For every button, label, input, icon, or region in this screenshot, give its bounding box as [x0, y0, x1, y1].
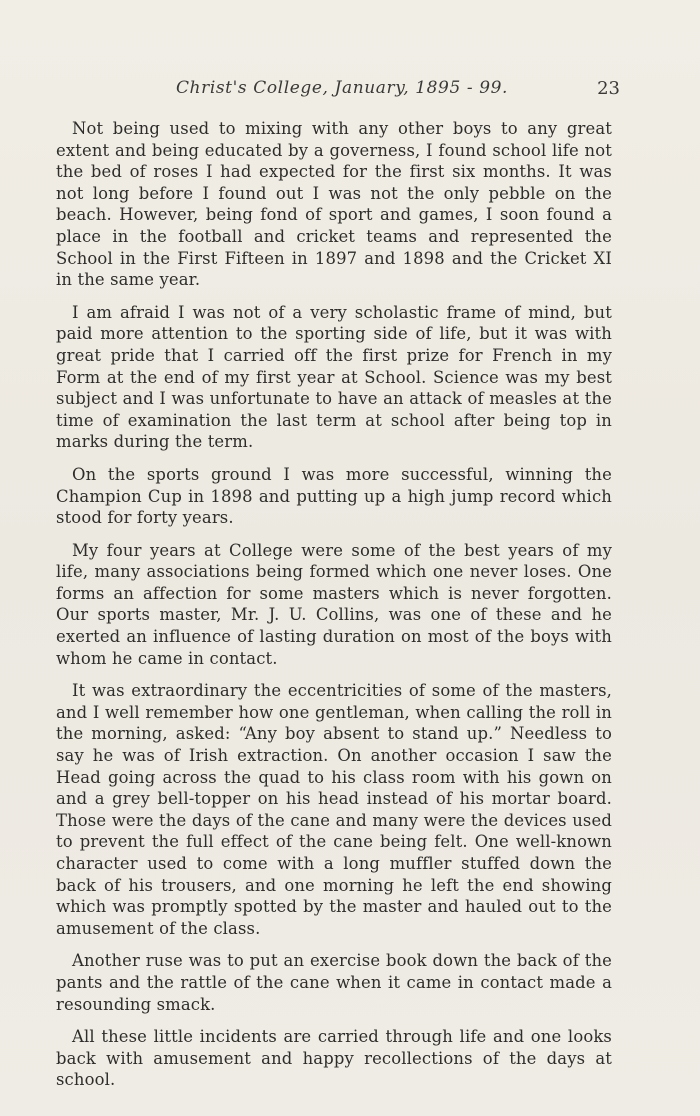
body-text	[56, 118, 612, 1102]
running-title: Christ's College, January, 1895 - 99.	[175, 78, 509, 98]
paragraph: My four years at College were some of the best years of my life, many associations being formed which one never loses. One forms an affection for some masters which is never forgotten. Our sports master, Mr. J. U. Collins, was one of these and he exerted an influence of lasting duration on most of the boys with whom he came in contact.	[56, 540, 612, 668]
page-header	[64, 78, 620, 104]
paragraph: On the sports ground I was more successful, winning the Champion Cup in 1898 and putting up a high jump record which stood for forty years.	[56, 464, 612, 528]
paragraph: I am afraid I was not of a very scholastic frame of mind, but paid more attention to the sporting side of life, but it was with great pride that I carried off the first prize for French in my Form at the end of my first year at School. Science was my best subject and I was unfortunate to have an attack of measles at the time of examination the last term at school after being top in marks during the term.	[56, 302, 612, 452]
paragraph: Not being used to mixing with any other boys to any great extent and being educated by a governess, I found school life not the bed of roses I had expected for the first six months. It was not long before I found out I was not the only pebble on the beach. However, being fond of sport and games, I soon found a place in the football and cricket teams and represented the School in the First Fifteen in 1897 and 1898 and the Cricket XI in the same year.	[56, 119, 612, 290]
paragraph: It was extraordinary the eccentricities of some of the masters, and I well remember how one gentleman, when calling the roll in the morning, asked: “Any boy absent to stand up.” Needless to say he was of Irish extraction. On another occasion I saw the Head going across the quad to his class room with his gown on and a grey bell-topper on his head instead of his mortar board. Those were the days of the cane and many were the devices used to prevent the full effect of the cane being felt. One well-known character used to come with a long muffler stuffed down the back of his trousers, and one morning he left the end showing which was promptly spotted by the master and hauled out to the amusement of the class.	[56, 681, 612, 938]
page-number: 23	[597, 78, 620, 99]
paragraph: Another ruse was to put an exercise book down the back of the pants and the rattle of the cane when it came in contact made a resounding smack.	[56, 951, 612, 1014]
paragraph: All these little incidents are carried through life and one looks back with amusement and happy recollections of the days at school.	[56, 1027, 612, 1090]
